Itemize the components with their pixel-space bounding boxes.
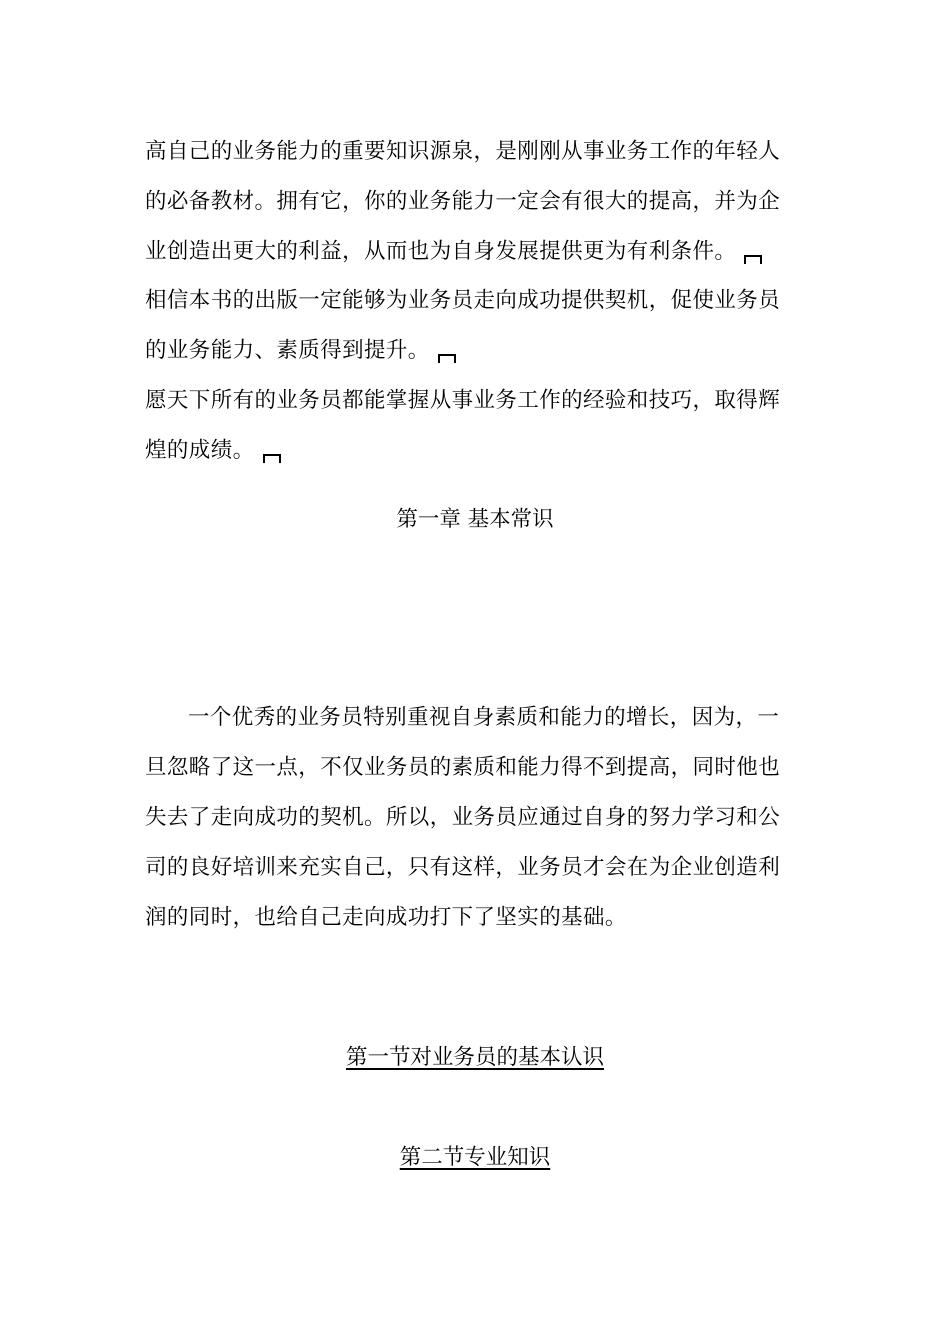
text-line: 高自己的业务能力的重要知识源泉，是刚刚从事业务工作的年轻人 bbox=[145, 139, 781, 164]
paragraph-mark-icon bbox=[744, 255, 762, 264]
text-line: 业创造出更大的利益，从而也为自身发展提供更为有利条件。 bbox=[145, 239, 737, 264]
section-1-heading-text[interactable]: 第一节对业务员的基本认识 bbox=[345, 1045, 604, 1070]
text-line: 愿天下所有的业务员都能掌握从事业务工作的经验和技巧，取得辉 bbox=[145, 388, 781, 413]
text-line-with-mark bbox=[145, 426, 795, 476]
text-line: 煌的成绩。 bbox=[145, 438, 255, 463]
text-line: 的必备教材。拥有它，你的业务能力一定会有很大的提高，并为企 bbox=[145, 189, 781, 214]
text-line: 的业务能力、素质得到提升。 bbox=[145, 338, 430, 363]
text-line: 一个优秀的业务员特别重视自身素质和能力的增长，因为，一 bbox=[188, 705, 780, 730]
paragraph-mark-icon bbox=[438, 354, 456, 363]
paragraph-mark-icon bbox=[263, 454, 281, 463]
text-line-with-mark bbox=[145, 227, 795, 277]
text-line: 旦忽略了这一点，不仅业务员的素质和能力得不到提高，同时他也 bbox=[145, 755, 781, 780]
intro-paragraph-1 bbox=[145, 127, 795, 277]
intro-paragraph-3 bbox=[145, 376, 795, 476]
chapter-heading: 第一章 基本常识 bbox=[396, 507, 554, 532]
text-line: 司的良好培训来充实自己，只有这样，业务员才会在为企业创造利 bbox=[145, 855, 781, 880]
text-line: 相信本书的出版一定能够为业务员走向成功提供契机，促使业务员 bbox=[145, 288, 781, 313]
intro-paragraph-2 bbox=[145, 276, 795, 376]
text-line-with-mark bbox=[145, 326, 795, 376]
section-2-heading-text[interactable]: 第二节专业知识 bbox=[399, 1145, 551, 1170]
text-line: 润的同时，也给自己走向成功打下了坚实的基础。 bbox=[145, 905, 627, 930]
section-1-heading-link[interactable] bbox=[0, 1038, 950, 1078]
section-2-heading-link[interactable] bbox=[0, 1138, 950, 1178]
text-line: 失去了走向成功的契机。所以，业务员应通过自身的努力学习和公 bbox=[145, 805, 781, 830]
chapter-intro-paragraph bbox=[145, 693, 795, 943]
